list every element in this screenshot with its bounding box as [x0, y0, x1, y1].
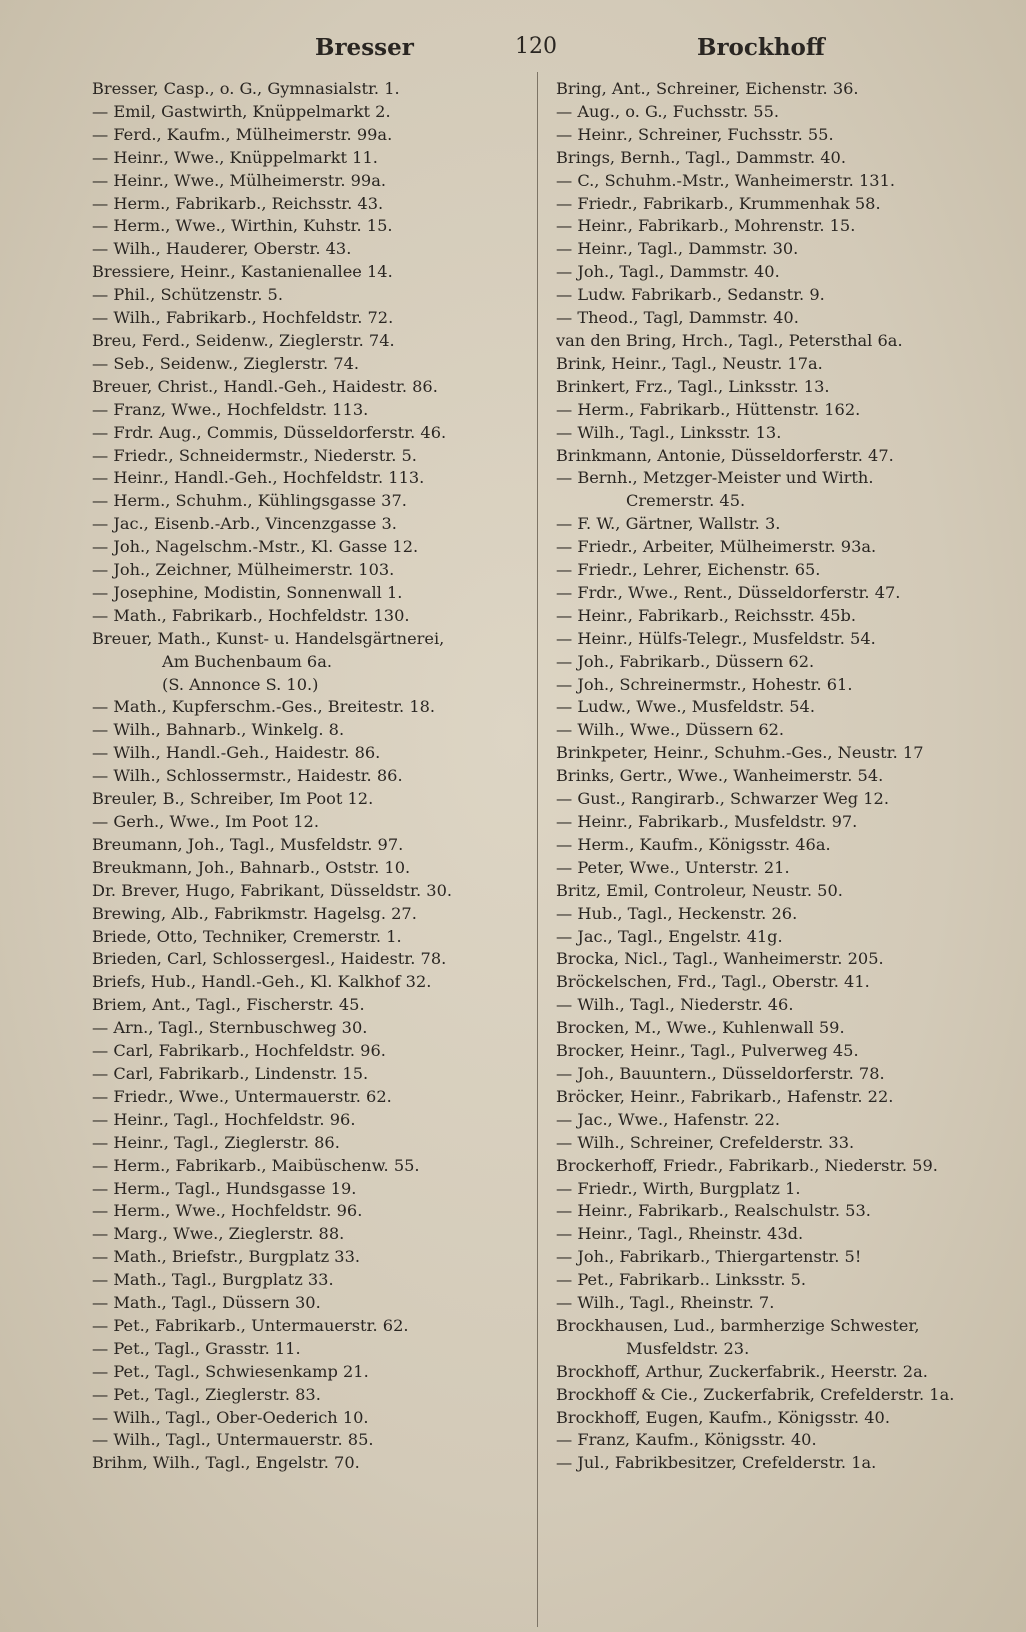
directory-entry: Brinks, Gertr., Wwe., Wanheimerstr. 54.: [556, 766, 884, 786]
directory-entry: Brockhausen, Lud., barmherzige Schwester,: [556, 1315, 920, 1335]
directory-entry: — Herm., Kaufm., Königsstr. 46a.: [556, 834, 831, 854]
directory-entry: — Heinr., Wwe., Mülheimerstr. 99a.: [92, 170, 387, 190]
directory-entry: — Pet., Tagl., Schwiesenkamp 21.: [92, 1361, 369, 1381]
directory-entry: — Herm., Fabrikarb., Reichsstr. 43.: [92, 193, 384, 213]
directory-entry: — Wilh., Handl.-Geh., Haidestr. 86.: [92, 743, 381, 763]
directory-entry: — Wilh., Wwe., Düssern 62.: [556, 720, 785, 740]
directory-entry: — Heinr., Tagl., Dammstr. 30.: [556, 239, 799, 259]
directory-entry: Brockhoff, Eugen, Kaufm., Königsstr. 40.: [556, 1407, 890, 1427]
directory-entry: Brockerhoff, Friedr., Fabrikarb., Niederstr. 59.: [556, 1155, 938, 1175]
directory-entry: — Friedr., Fabrikarb., Krummenhak 58.: [556, 193, 881, 213]
directory-entry: — Friedr., Wirth, Burgplatz 1.: [556, 1178, 801, 1198]
directory-entry: — Theod., Tagl, Dammstr. 40.: [556, 308, 799, 328]
directory-entry: Musfeldstr. 23.: [626, 1338, 750, 1358]
directory-entry: — Heinr., Fabrikarb., Realschulstr. 53.: [556, 1201, 871, 1221]
directory-entry: — Phil., Schützenstr. 5.: [92, 285, 283, 305]
directory-entry: Brihm, Wilh., Tagl., Engelstr. 70.: [92, 1453, 360, 1473]
directory-entry: Dr. Brever, Hugo, Fabrikant, Düsseldstr. 30.: [92, 880, 453, 900]
directory-entry: — Pet., Tagl., Zieglerstr. 83.: [92, 1384, 321, 1404]
right-column: [556, 78, 996, 1475]
directory-entry: Cremerstr. 45.: [626, 491, 746, 511]
page-number: 120: [515, 34, 557, 59]
directory-entry: Brinkpeter, Heinr., Schuhm.-Ges., Neustr. 17: [556, 743, 924, 763]
directory-entry: — Frdr., Wwe., Rent., Düsseldorferstr. 47.: [556, 582, 901, 602]
header-right-word: Brockhoff: [697, 34, 825, 61]
directory-entry: — Frdr. Aug., Commis, Düsseldorferstr. 46.: [92, 422, 447, 442]
directory-entry: — Marg., Wwe., Zieglerstr. 88.: [92, 1224, 345, 1244]
directory-entry: — Herm., Schuhm., Kühlingsgasse 37.: [92, 491, 407, 511]
directory-entry: Britz, Emil, Controleur, Neustr. 50.: [556, 880, 843, 900]
directory-entry: Bröcker, Heinr., Fabrikarb., Hafenstr. 22.: [556, 1086, 894, 1106]
directory-entry: Briem, Ant., Tagl., Fischerstr. 45.: [92, 995, 365, 1015]
directory-entry: Bressiere, Heinr., Kastanienallee 14.: [92, 262, 393, 282]
directory-entry: Brockhoff, Arthur, Zuckerfabrik., Heerstr. 2a.: [556, 1361, 928, 1381]
directory-entry: — Heinr., Fabrikarb., Musfeldstr. 97.: [556, 812, 858, 831]
directory-entry: — Math., Tagl., Burgplatz 33.: [92, 1270, 334, 1290]
directory-entry: — Heinr., Fabrikarb., Mohrenstr. 15.: [556, 216, 856, 236]
directory-entry: — Math., Fabrikarb., Hochfeldstr. 130.: [92, 605, 410, 625]
directory-entry: — Joh., Tagl., Dammstr. 40.: [556, 262, 780, 282]
directory-entry: — Herm., Wwe., Wirthin, Kuhstr. 15.: [92, 216, 393, 236]
directory-entry: — Wilh., Tagl., Rheinstr. 7.: [556, 1293, 775, 1313]
directory-entry: — Jul., Fabrikbesitzer, Crefelderstr. 1a.: [556, 1453, 877, 1473]
directory-entry: Am Buchenbaum 6a.: [162, 651, 333, 671]
directory-entry: Brieden, Carl, Schlossergesl., Haidestr. 78.: [92, 949, 447, 969]
directory-entry: — Heinr., Tagl., Zieglerstr. 86.: [92, 1132, 340, 1152]
directory-entry: — Joh., Fabrikarb., Düssern 62.: [556, 651, 815, 671]
directory-entry: Brink, Heinr., Tagl., Neustr. 17a.: [556, 353, 823, 373]
directory-entry: Breu, Ferd., Seidenw., Zieglerstr. 74.: [92, 330, 395, 350]
directory-entry: — Wilh., Tagl., Linksstr. 13.: [556, 422, 782, 442]
directory-entry: — Arn., Tagl., Sternbuschweg 30.: [92, 1018, 368, 1038]
directory-entry: — Jac., Wwe., Hafenstr. 22.: [556, 1109, 781, 1129]
directory-entry: — Franz, Kaufm., Königsstr. 40.: [556, 1430, 817, 1450]
directory-entry: — Heinr., Fabrikarb., Reichsstr. 45b.: [556, 605, 856, 625]
directory-entry: — Heinr., Tagl., Rheinstr. 43d.: [556, 1224, 804, 1244]
directory-entry: — F. W., Gärtner, Wallstr. 3.: [556, 514, 781, 534]
directory-entry: Brocken, M., Wwe., Kuhlenwall 59.: [556, 1018, 845, 1038]
directory-entry: van den Bring, Hrch., Tagl., Petersthal 6a.: [556, 330, 903, 350]
directory-entry: — Ludw. Fabrikarb., Sedanstr. 9.: [556, 285, 825, 305]
directory-entry: — Jac., Tagl., Engelstr. 41g.: [556, 926, 783, 946]
directory-entry: — Bernh., Metzger-Meister und Wirth.: [556, 468, 874, 488]
directory-entry: — Wilh., Tagl., Untermauerstr. 85.: [92, 1430, 374, 1450]
directory-entry: — Math., Briefstr., Burgplatz 33.: [92, 1247, 361, 1267]
directory-entry: Breukmann, Joh., Bahnarb., Oststr. 10.: [92, 857, 411, 877]
directory-entry: — Emil, Gastwirth, Knüppelmarkt 2.: [92, 101, 391, 121]
directory-entry: — Carl, Fabrikarb., Hochfeldstr. 96.: [92, 1041, 386, 1061]
directory-entry: — C., Schuhm.-Mstr., Wanheimerstr. 131.: [556, 170, 896, 190]
directory-entry: — Heinr., Wwe., Knüppelmarkt 11.: [92, 147, 378, 167]
directory-entry: — Friedr., Arbeiter, Mülheimerstr. 93a.: [556, 537, 877, 557]
directory-entry: — Joh., Fabrikarb., Thiergartenstr. 5!: [556, 1247, 862, 1267]
directory-entry: — Pet., Fabrikarb., Untermauerstr. 62.: [92, 1315, 409, 1335]
directory-entry: — Peter, Wwe., Unterstr. 21.: [556, 857, 790, 877]
directory-entry: — Heinr., Tagl., Hochfeldstr. 96.: [92, 1109, 356, 1129]
directory-entry: — Pet., Tagl., Grasstr. 11.: [92, 1338, 301, 1358]
directory-entry: — Ferd., Kaufm., Mülheimerstr. 99a.: [92, 124, 393, 144]
left-column: [92, 78, 532, 1475]
directory-entry: Bröckelschen, Frd., Tagl., Oberstr. 41.: [556, 972, 870, 992]
header-left-word: Bresser: [315, 34, 414, 61]
directory-entry: — Joh., Nagelschm.-Mstr., Kl. Gasse 12.: [92, 537, 419, 557]
directory-entry: — Wilh., Tagl., Niederstr. 46.: [556, 995, 794, 1015]
directory-entry: — Wilh., Schlossermstr., Haidestr. 86.: [92, 766, 403, 786]
directory-entry: Bresser, Casp., o. G., Gymnasialstr. 1.: [92, 79, 400, 98]
directory-entry: Brinkert, Frz., Tagl., Linksstr. 13.: [556, 376, 830, 396]
directory-entry: — Wilh., Bahnarb., Winkelg. 8.: [92, 720, 345, 740]
directory-entry: Breuer, Math., Kunst- u. Handelsgärtnerei,: [92, 628, 445, 648]
directory-entry: Briede, Otto, Techniker, Cremerstr. 1.: [92, 926, 402, 946]
directory-entry: — Math., Tagl., Düssern 30.: [92, 1293, 321, 1313]
directory-entry: — Carl, Fabrikarb., Lindenstr. 15.: [92, 1063, 369, 1083]
directory-entry: — Seb., Seidenw., Zieglerstr. 74.: [92, 353, 360, 373]
directory-entry: — Hub., Tagl., Heckenstr. 26.: [556, 903, 798, 923]
directory-entry: Breumann, Joh., Tagl., Musfeldstr. 97.: [92, 834, 404, 854]
directory-entry: — Joh., Schreinermstr., Hohestr. 61.: [556, 674, 853, 694]
directory-entry: — Wilh., Tagl., Ober-Oederich 10.: [92, 1407, 369, 1427]
directory-entry: — Friedr., Wwe., Untermauerstr. 62.: [92, 1086, 392, 1106]
directory-entry: — Gerh., Wwe., Im Poot 12.: [92, 812, 319, 831]
directory-entry: Brewing, Alb., Fabrikmstr. Hagelsg. 27.: [92, 903, 417, 923]
directory-entry: Brinkmann, Antonie, Düsseldorferstr. 47.: [556, 445, 894, 465]
directory-entry: — Wilh., Fabrikarb., Hochfeldstr. 72.: [92, 308, 394, 328]
directory-entry: Breuer, Christ., Handl.-Geh., Haidestr. 86.: [92, 376, 438, 396]
directory-entry: — Wilh., Hauderer, Oberstr. 43.: [92, 239, 352, 259]
directory-entry: Brocka, Nicl., Tagl., Wanheimerstr. 205.: [556, 949, 884, 969]
directory-entry: — Gust., Rangirarb., Schwarzer Weg 12.: [556, 789, 890, 809]
directory-entry: — Jac., Eisenb.-Arb., Vincenzgasse 3.: [92, 514, 397, 534]
directory-entry: — Heinr., Schreiner, Fuchsstr. 55.: [556, 124, 834, 144]
directory-entry: — Math., Kupferschm.-Ges., Breitestr. 18.: [92, 697, 436, 717]
directory-entry: — Franz, Wwe., Hochfeldstr. 113.: [92, 399, 369, 419]
directory-entry: — Josephine, Modistin, Sonnenwall 1.: [92, 582, 403, 602]
directory-entry: Brocker, Heinr., Tagl., Pulverweg 45.: [556, 1041, 859, 1061]
directory-entry: — Ludw., Wwe., Musfeldstr. 54.: [556, 697, 815, 717]
directory-entry: — Herm., Fabrikarb., Maibüschenw. 55.: [92, 1155, 420, 1175]
directory-entry: — Heinr., Handl.-Geh., Hochfeldstr. 113.: [92, 468, 425, 488]
directory-entry: — Wilh., Schreiner, Crefelderstr. 33.: [556, 1132, 855, 1152]
directory-entry: — Herm., Tagl., Hundsgasse 19.: [92, 1178, 357, 1198]
column-divider: [537, 72, 538, 1627]
directory-entry: — Joh., Bauuntern., Düsseldorferstr. 78.: [556, 1063, 885, 1083]
directory-entry: — Friedr., Schneidermstr., Niederstr. 5.: [92, 445, 417, 465]
directory-entry: (S. Annonce S. 10.): [162, 674, 319, 694]
directory-entry: — Heinr., Hülfs-Telegr., Musfeldstr. 54.: [556, 628, 876, 648]
directory-entry: — Herm., Fabrikarb., Hüttenstr. 162.: [556, 399, 861, 419]
directory-entry: — Joh., Zeichner, Mülheimerstr. 103.: [92, 560, 395, 580]
directory-entry: Brings, Bernh., Tagl., Dammstr. 40.: [556, 147, 846, 167]
directory-entry: Brockhoff & Cie., Zuckerfabrik, Crefelderstr. 1a.: [556, 1384, 955, 1404]
directory-entry: Breuler, B., Schreiber, Im Poot 12.: [92, 789, 374, 809]
directory-entry: Bring, Ant., Schreiner, Eichenstr. 36.: [556, 79, 859, 98]
directory-entry: — Friedr., Lehrer, Eichenstr. 65.: [556, 560, 821, 580]
directory-entry: Briefs, Hub., Handl.-Geh., Kl. Kalkhof 32.: [92, 972, 432, 992]
directory-entry: — Pet., Fabrikarb.. Linksstr. 5.: [556, 1270, 807, 1290]
page-header: [0, 34, 1026, 74]
directory-entry: — Aug., o. G., Fuchsstr. 55.: [556, 101, 780, 121]
directory-entry: — Herm., Wwe., Hochfeldstr. 96.: [92, 1201, 363, 1221]
